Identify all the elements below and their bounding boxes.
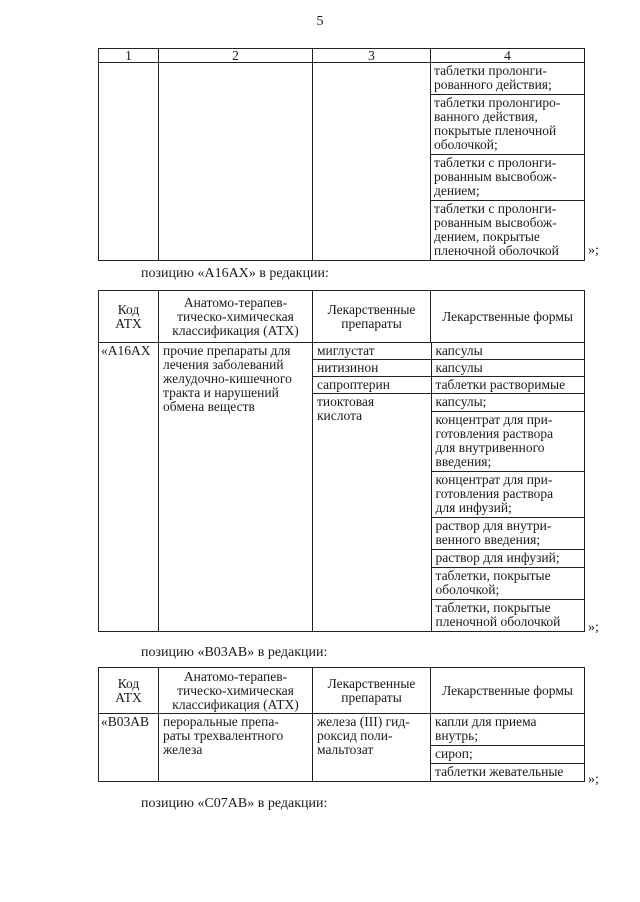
- dosage-form: концентрат для при- готовления раствора для внутривенного введения;: [432, 412, 585, 472]
- dosage-form: капсулы;: [432, 394, 585, 412]
- column-header-code: Код АТХ: [99, 668, 159, 714]
- dosage-forms-cell: [431, 63, 585, 261]
- column-header-classification: Анатомо-терапев- тическо-химическая классификация (АТХ): [159, 291, 313, 343]
- dosage-form: таблетки с пролонги- рованным высвобож- дением, покрытые пленочной оболочкой: [434, 201, 559, 258]
- drug-name: нитизинон: [313, 360, 431, 377]
- table-continuation: [98, 48, 585, 261]
- atc-code: «B03AB: [99, 714, 159, 782]
- column-header: 3: [313, 49, 431, 63]
- dosage-form: таблетки, покрытые пленочной оболочкой: [435, 600, 561, 629]
- column-header-code: Код АТХ: [99, 291, 159, 343]
- page-number: 5: [316, 14, 324, 29]
- dosage-forms-cell: [431, 714, 585, 782]
- dosage-form: концентрат для при- готовления раствора для инфузий;: [432, 472, 585, 518]
- dosage-form: таблетки с пролонги- рованным высвобож- дением;: [431, 155, 584, 201]
- table-b03ab: [98, 667, 585, 782]
- column-header-drugs: Лекарственные препараты: [313, 291, 431, 343]
- closing-quote: »;: [588, 772, 599, 787]
- column-header-classification: Анатомо-терапев- тическо-химическая классификация (АТХ): [159, 668, 313, 714]
- drug-name: миглустат: [313, 343, 431, 360]
- empty-cell: [99, 63, 159, 261]
- table-a16ax: [98, 290, 585, 632]
- drug-subtable: [313, 343, 585, 631]
- dosage-form: капли для приема внутрь;: [431, 714, 584, 746]
- dosage-form: капсулы: [431, 360, 585, 377]
- column-header: 1: [99, 49, 159, 63]
- classification: прочие препараты для лечения заболеваний желудочно-кишечного тракта и нарушений обмена веществ: [159, 343, 313, 632]
- classification: пероральные препа- раты трехвалентного железа: [159, 714, 313, 782]
- empty-cell: [313, 63, 431, 261]
- dosage-form: раствор для инфузий;: [432, 550, 585, 568]
- drugs-forms-cell: [313, 343, 585, 632]
- column-header-forms: Лекарственные формы: [431, 668, 585, 714]
- dosage-form: таблетки, покрытые оболочкой;: [432, 568, 585, 600]
- dosage-form: таблетки пролонгиро- ванного действия, покрытые пленочной оболочкой;: [431, 95, 584, 155]
- dosage-form: таблетки жевательные: [435, 764, 564, 779]
- empty-cell: [159, 63, 313, 261]
- section-caption: позицию «B03AB» в редакции:: [141, 645, 328, 660]
- column-header: 2: [159, 49, 313, 63]
- column-header-forms: Лекарственные формы: [431, 291, 585, 343]
- dosage-form: таблетки пролонги- рованного действия;: [431, 63, 584, 95]
- dosage-form: таблетки растворимые: [431, 377, 585, 394]
- column-header-drugs: Лекарственные препараты: [313, 668, 431, 714]
- drug-name: тиоктовая кислота: [313, 394, 431, 632]
- dosage-forms-cell: [431, 394, 585, 632]
- section-caption: позицию «C07AB» в редакции:: [141, 796, 328, 811]
- atc-code: «A16AX: [99, 343, 159, 632]
- dosage-form: сироп;: [431, 746, 584, 764]
- drug-name: железа (III) гид- роксид поли- мальтозат: [313, 714, 431, 782]
- dosage-form: раствор для внутри- венного введения;: [432, 518, 585, 550]
- column-header: 4: [431, 49, 585, 63]
- closing-quote: »;: [588, 620, 599, 635]
- section-caption: позицию «A16AX» в редакции:: [141, 266, 329, 281]
- dosage-form: капсулы: [431, 343, 585, 360]
- closing-quote: »;: [588, 243, 599, 258]
- drug-name: сапроптерин: [313, 377, 431, 394]
